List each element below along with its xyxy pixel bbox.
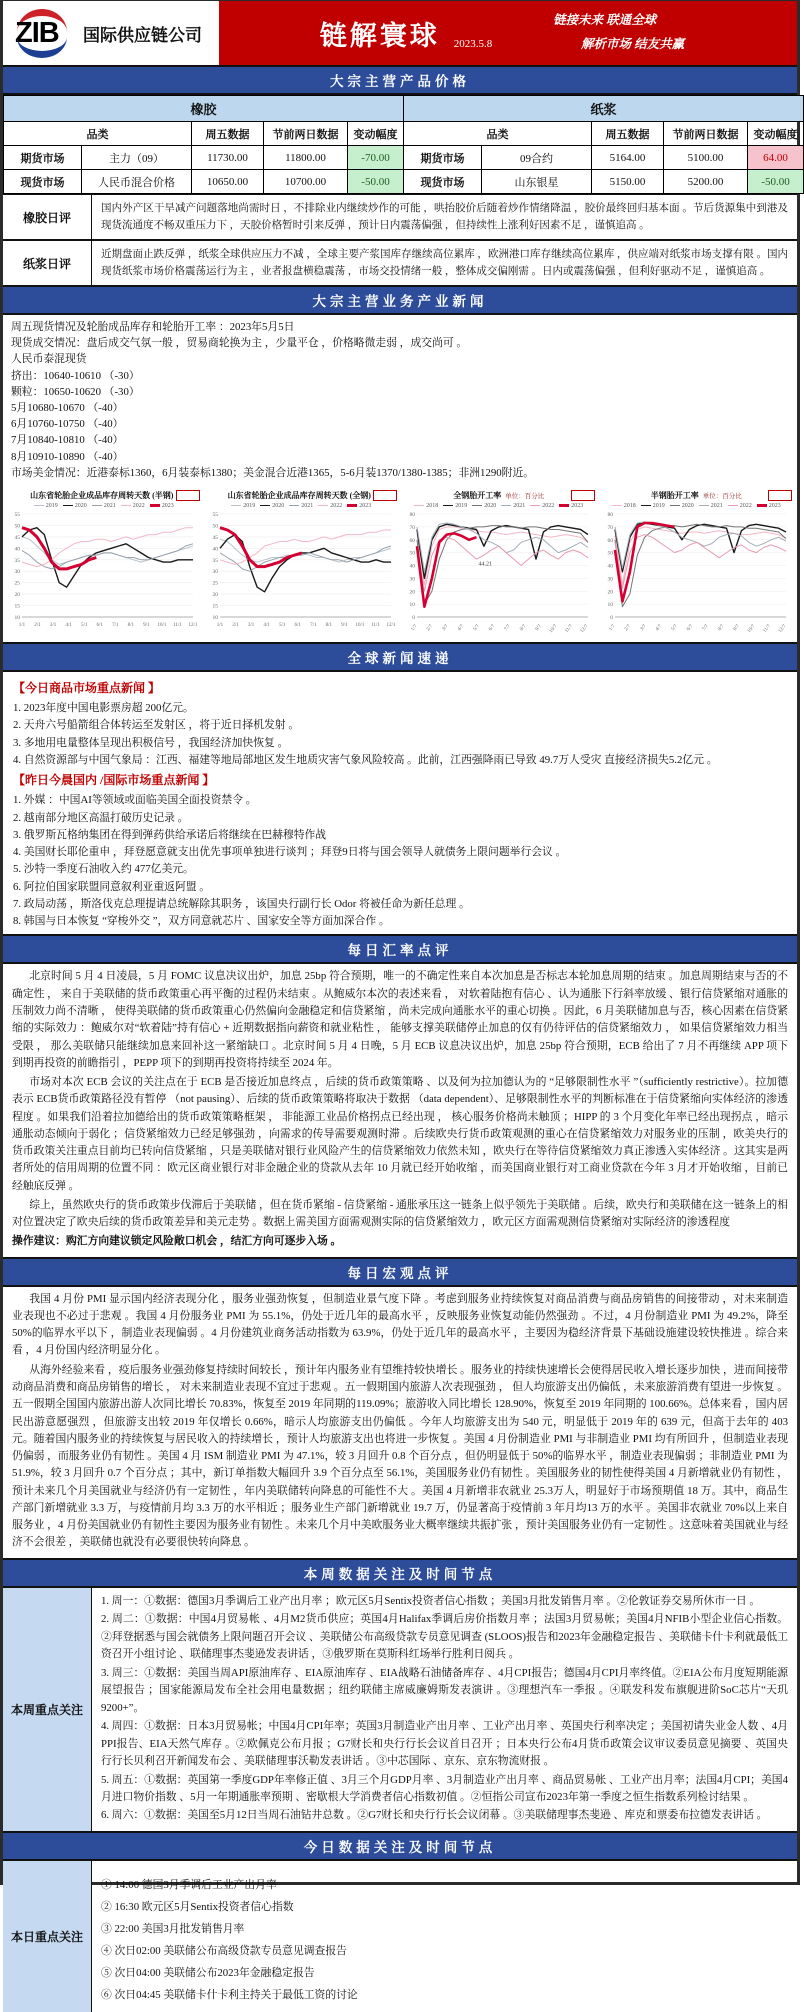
svg-text:60: 60 (409, 537, 415, 544)
svg-text:3/7: 3/7 (441, 623, 450, 633)
chart-unit-label: 单位：百分比 (505, 492, 545, 500)
chart-source-badge (768, 490, 792, 501)
group-rubber: 橡胶 (4, 96, 404, 122)
today-item: ⑤ 次日04:00 美联储公布2023年金融稳定报告 (101, 1967, 315, 1980)
svg-text:6/1: 6/1 (96, 622, 103, 628)
svg-text:2/1: 2/1 (34, 622, 41, 628)
zib-logo-icon (13, 8, 75, 58)
news-item: 8. 韩国与日本恢复 “穿梭外交 ”，双方同意就芯片 、国家安全等方面加深合作 。 (13, 915, 390, 928)
week-focus-label: 本周重点关注 (3, 1588, 92, 1831)
logo-text: ZIB (15, 17, 59, 49)
group-pulp: 纸浆 (404, 96, 804, 122)
value-cell: 11800.00 (264, 146, 348, 170)
chart-operating-rate-semi-steel (598, 487, 796, 642)
slogan-line-2: 解析市场 结友共赢 (581, 37, 685, 51)
chart-legend: 2019 2020 2021 2022 2023 (5, 501, 203, 509)
svg-text:8/7: 8/7 (519, 623, 528, 633)
price-table (3, 95, 804, 194)
svg-text:0: 0 (412, 614, 415, 621)
chart-source-badge (373, 490, 397, 501)
svg-text:7/1: 7/1 (112, 622, 119, 628)
value-cell: 5100.00 (664, 146, 748, 170)
week-item: 3. 周三：①数据：美国当周API原油库存 、EIA原油库存 、EIA战略石油储备库存 、4月CPI报告；德国4月CPI月率终值。②EIA公布月度短期能源展望报告 ；国家能源局发布全社会用电量数据 ；纽约联储主席威廉姆斯发表演讲 。③理想汽车一季报 。④联发科发布旗舰进阶SoC芯片“天玑9200+”。 (101, 1666, 788, 1714)
table-row (4, 170, 804, 194)
week-item: 4. 周四：①数据：日本3月贸易帐；中国4月CPI年率；英国3月制造业产出月率 、工业产出月率 、英国央行利率决定 ；美国初请失业金人数 、4月PPI报告、EIA天然气库存 。②欧佩克公布月报 ；G7财长和央行行长会议首日召开 ；日本央行公布4月货币政策会议审议委员意见摘要 、英国央行行长贝利召开新闻发布会 、美联储理事沃勒发表讲话 。③中芯国际 、京东、京东物流财报 。 (101, 1720, 788, 1768)
svg-text:3/7: 3/7 (639, 623, 648, 633)
fx-paragraph: 市场对本次 ECB 会议的关注点在于 ECB 是否接近加息终点 ，后续的货币政策策略 、以及何为拉加德认为的 “足够限制性水平 ”（sufficiently restrictive）。拉加德表示 ECB货币政策路径没有暂停 （not pausing）、后续的货币政策策略将取决于数据 （data dependent）、足够限制性水平的判断标准在于信贷紧缩向实体经济的渗透程度 。如果我们沿着拉加德给出的货币政策策略框架 ， 非能源工业品价格拐点已经出现 ， 核心服务价格尚未触顶 ；HIPP 的 3 个月变化年率已经出现拐点 ，暗示通胀动态倾向于弱化 ；信贷紧缩效力已经足够强劲 ，向需求的传导需要观测时滞 。后续欧央行货币政策观测的重心在信贷紧缩效力对服务业的压制 ，欧美央行的货币政策关注重点目前均已转向信贷紧缩 ，只是美联储对银行业风险产生的信贷紧缩效力依然未知 ，欧央行在等待信贷紧缩效力真正渗透入实体经济 。这其实是两者所处的信用周期的位置不同 ：欧元区商业银行对非金融企业的贷款从去年 10 月就已经开始收缩 ，而美国商业银行对工商业贷款在今年 3 月才开始收缩 ，目前已经触底反弹 。 (12, 1076, 788, 1192)
svg-text:30: 30 (212, 569, 218, 576)
svg-text:12/7: 12/7 (777, 623, 788, 634)
rubber-review-row (3, 194, 797, 241)
svg-text:6/7: 6/7 (488, 623, 497, 633)
svg-text:9/1: 9/1 (340, 622, 348, 628)
section-bar-today-focus: 今日数据关注及时间节点 (3, 1833, 797, 1861)
svg-text:2/7: 2/7 (426, 623, 435, 633)
item-cell: 人民币混合价格 (82, 170, 192, 194)
svg-text:6/1: 6/1 (294, 622, 301, 628)
section-bar-global-news: 全球新闻速递 (3, 644, 797, 672)
svg-text:0: 0 (609, 614, 613, 621)
svg-text:11/1: 11/1 (173, 622, 182, 628)
col-header: 周五数据 (192, 122, 264, 146)
col-header: 节前两日数据 (264, 122, 348, 146)
table-row (4, 146, 804, 170)
svg-text:7/7: 7/7 (701, 623, 710, 633)
week-item: 5. 周五：①数据：英国第一季度GDP年率修正值 、3月三个月GDP月率 、3月制造业产出月率 、商品贸易帐 、工业产出月率；法国4月CPI；美国4月进口物价指数 、5月一年期通胀率预期 、密歇根大学消费者信心指数初值 。②恒指公司宣布2023年第一季度之恒生指数系列检讨结果 。 (101, 1773, 788, 1803)
section-bar-fx: 每日汇率点评 (3, 934, 797, 964)
pulp-review-row (3, 241, 797, 285)
svg-text:44.21: 44.21 (478, 561, 493, 568)
company-name: 国际供应链公司 (83, 25, 202, 45)
industry-line: 7月10840-10810 （-40） (11, 434, 124, 447)
week-item: 6. 周六：①数据：美国至5月12日当周石油钻井总数 。②G7财长和央行行长会议闭幕 。③美联储理事杰斐逊 、库克和票委布拉德发表讲话 。 (101, 1809, 768, 1822)
today-item: ⑥ 次日04:45 美联储卡什卡利主持关于最低工资的讨论 (101, 1989, 358, 2002)
item-cell: 主力（09） (82, 146, 192, 170)
news-item: 4. 自然资源部与中国气象局 ：江西、福建等地局部地区发生地质灾害气象风险较高 。此前，江西强降雨已导致 49.7万人受灾 直接经济损失5.2亿元 。 (13, 753, 718, 766)
col-header: 变动幅度 (748, 122, 804, 146)
news-item: 7. 政局动荡 ，斯洛伐克总理提请总统解除其职务 ，该国央行副行长 Odor 将被任命为新任总理 。 (13, 897, 470, 910)
svg-text:40: 40 (14, 546, 20, 553)
price-group-row (4, 96, 804, 122)
value-cell: 5150.00 (592, 170, 664, 194)
svg-text:4/1: 4/1 (262, 622, 270, 628)
change-cell: 64.00 (748, 146, 804, 170)
value-cell: 11730.00 (192, 146, 264, 170)
svg-text:55: 55 (212, 511, 218, 518)
slogan-line-1: 链接未来 联通全球 (553, 13, 657, 28)
chart-unit-label: 单位：百分比 (702, 492, 742, 500)
svg-text:9/7: 9/7 (534, 623, 543, 633)
chart-title: 山东省轮胎企业成品库存周转天数 (半钢) (30, 490, 174, 500)
svg-text:2/7: 2/7 (623, 623, 632, 633)
svg-text:20: 20 (14, 591, 20, 598)
news-item: 2. 天舟六号船箭组合体转运至发射区 ，将于近日择机发射 。 (13, 719, 300, 732)
chart-inventory-semi-steel (5, 487, 203, 642)
industry-line: 5月10680-10670 （-40） (11, 401, 124, 414)
today-item: ④ 次日02:00 美联储公布高级贷款专员意见调查报告 (101, 1945, 347, 1958)
svg-text:20: 20 (607, 589, 613, 596)
svg-text:9/1: 9/1 (143, 622, 150, 628)
today-item: ② 16:30 欧元区5月Sentix投资者信心指数 (101, 1901, 294, 1914)
commodity-news-subhead: 【今日商品市场重点新闻 】 (13, 680, 161, 695)
news-item: 5. 沙特一季度石油收入约 477亿美元。 (13, 863, 194, 876)
price-header-row (4, 122, 804, 146)
svg-text:10/7: 10/7 (746, 623, 756, 634)
svg-text:6/7: 6/7 (685, 623, 694, 633)
news-item: 6. 阿拉伯国家联盟同意叙利亚重返阿盟 。 (13, 880, 211, 893)
value-cell: 5164.00 (592, 146, 664, 170)
industry-line: 周五现货情况及轮胎成品库存和轮胎开工率 ：2023年5月5日 (11, 321, 295, 333)
svg-text:10/7: 10/7 (548, 623, 559, 634)
svg-text:45: 45 (14, 534, 20, 541)
industry-line: 6月10760-10750 （-40） (11, 418, 124, 431)
svg-text:4/1: 4/1 (65, 622, 72, 628)
svg-text:35: 35 (212, 557, 218, 564)
chart-legend: 2019 2020 2021 2022 2023 (203, 501, 401, 509)
section-bar-macro: 每日宏观点评 (3, 1257, 797, 1287)
title-group (219, 14, 553, 53)
svg-text:12/1: 12/1 (386, 622, 395, 628)
industry-line: 人民币泰混现货 (11, 353, 87, 366)
col-header: 周五数据 (592, 122, 664, 146)
svg-text:20: 20 (212, 591, 218, 598)
svg-text:45: 45 (212, 534, 218, 541)
today-focus-row (3, 1861, 797, 2012)
fx-paragraph: 北京时间 5 月 4 日凌晨，5 月 FOMC 议息决议出炉，加息 25bp 符合预期，唯一的不确定性来自本次加息是否标志本轮加息周期的结束 。加息周期结束与否的不确定性 ， 来自于美联储的货币政策重心再平衡的过程仍未结束 。从鲍威尔本次的表述来看 ， 对软着陆抱有信心 、认为通胀下行斜率放缓 、银行信贷紧缩对通胀的压制效力尚不清晰 ， 使得美联储的货币政策重心仍然偏向金融稳定和信贷紧缩 ，尚未完成向通胀水平的重心切换 。因此，6 月美联储加息与否，核心因素在信贷紧缩的实际效力 ：鲍威尔对“软着陆”持有信心 + 近期数据指向薪资和就业粘性 ， 能够支撑美联储停止加息的仅有仍待评估的信贷紧缩效力 ， 如果信贷紧缩效力相当受限 ， 那么美联储只能继续加息来回补这一紧缩缺口 。北京时间 5 月 4 日晚，5 月 ECB 议息决议出炉，加息 25bp 符合预期，ECB 给出了 7 月不再继续 APP 项下到期再投资的前瞻指引 ，PEPP 项下的到期再投资将持续至 2024 年。 (12, 970, 788, 1069)
section-bar-industry-news: 大宗主营业务产业新闻 (3, 285, 797, 315)
svg-text:25: 25 (212, 580, 218, 587)
svg-text:15: 15 (212, 603, 218, 610)
svg-text:50: 50 (14, 523, 20, 530)
svg-text:50: 50 (409, 550, 415, 557)
svg-text:9/7: 9/7 (732, 623, 741, 633)
news-item: 3. 多地用电量整体呈现出积极信号 ，我国经济加快恢复 。 (13, 736, 289, 749)
section-bar-prices: 大宗主营产品价格 (3, 67, 797, 95)
week-item: 1. 周一：①数据：德国3月季调后工业产出月率 ；欧元区5月Sentix投资者信心指数 ；美国3月批发销售月率 。②伦敦证券交易所休市一日 。 (101, 1594, 761, 1607)
chart-legend: 2018 2019 2020 2021 2022 2023 (400, 501, 598, 509)
rubber-review-label: 橡胶日评 (3, 195, 92, 239)
market-cell: 现货市场 (4, 170, 82, 194)
chart-source-badge (571, 490, 595, 501)
svg-text:4/7: 4/7 (654, 623, 663, 633)
fx-paragraph: 综上，虽然欧央行的货币政策步伐滞后于美联储 ，但在货币紧缩 - 信贷紧缩 - 通胀承压这一链条上似乎领先于美联储 。后续，欧央行和美联储在这一链条上的相对位置决定了欧央后续的货币政策差异和美元走势 。数据上需美国方面需观测实际的信贷紧缩效力 ，欧元区方面需观测信贷紧缩对实际经济的渗透程度 (12, 1198, 788, 1229)
logo-box (3, 1, 219, 65)
svg-text:8/1: 8/1 (325, 622, 332, 628)
svg-text:40: 40 (212, 546, 218, 553)
svg-text:80: 80 (607, 511, 613, 518)
logo-blue-arc-icon (17, 37, 67, 58)
svg-text:1/7: 1/7 (410, 623, 419, 633)
svg-text:30: 30 (607, 576, 613, 583)
chart-title: 全钢胎开工率 (453, 490, 502, 500)
pulp-review-label: 纸浆日评 (3, 241, 92, 285)
svg-text:60: 60 (607, 537, 613, 544)
svg-text:10: 10 (607, 602, 613, 608)
svg-text:10/1: 10/1 (354, 622, 364, 628)
item-cell: 山东银星 (482, 170, 592, 194)
report-title: 链解寰球 (319, 20, 440, 51)
chart-title: 半钢胎开工率 (650, 490, 699, 500)
news-item: 1. 外媒 ：中国AI等领域或面临美国全面投资禁令 。 (13, 794, 257, 807)
intl-news-subhead: 【昨日今晨国内 /国际市场重点新闻 】 (13, 773, 215, 788)
week-focus-body (92, 1588, 797, 1831)
chart-legend: 2018 2019 2020 2021 2022 2023 (598, 501, 796, 509)
masthead (219, 1, 797, 65)
market-cell: 期货市场 (404, 146, 482, 170)
industry-line: 现货成交情况：盘后成交气氛一般 ，贸易商轮换为主 ，少量平仓 ，价格略微走弱 ，成交尚可 。 (11, 337, 468, 350)
col-header: 变动幅度 (348, 122, 404, 146)
change-cell: -50.00 (748, 170, 804, 194)
fx-advice: 操作建议：购汇方向建议锁定风险敞口机会 ，结汇方向可逐步入场 。 (12, 1235, 342, 1248)
svg-text:1/7: 1/7 (608, 623, 617, 633)
industry-line: 8月10910-10890 （-40） (11, 450, 124, 463)
col-header: 品类 (404, 122, 592, 146)
svg-text:3/1: 3/1 (247, 622, 254, 628)
svg-text:10/1: 10/1 (157, 622, 167, 628)
pulp-review-text: 近期盘面止跌反弹 ，纸浆全球供应压力不减 ，全球主要产浆国库存继续高位累库 ，欧洲港口库存继续高位累库 ，供应端对纸浆市场支撑有限 。国内现货纸浆市场价格震荡运行为主 ，业者报盘横稳震荡 ，市场交投情绪一般 ，整体成交偏刚需 。日内或震荡偏强 ，但利好驱动不足 ，谨慎追高 。 (101, 249, 788, 277)
svg-text:12/1: 12/1 (188, 622, 198, 628)
svg-text:15: 15 (14, 603, 20, 610)
svg-text:50: 50 (212, 523, 218, 530)
today-item: ① 14:00 德国3月季调后工业产出月率 (101, 1878, 277, 1891)
svg-text:7/7: 7/7 (503, 623, 512, 633)
value-cell: 5200.00 (664, 170, 748, 194)
col-header: 节前两日数据 (664, 122, 748, 146)
report-date: 2023.5.8 (453, 37, 493, 50)
svg-text:20: 20 (409, 589, 415, 596)
industry-news-block (3, 315, 797, 485)
svg-text:70: 70 (409, 524, 415, 531)
svg-text:8/1: 8/1 (127, 622, 135, 628)
svg-text:30: 30 (409, 576, 415, 583)
today-item: ③ 22:00 美国3月批发销售月率 (101, 1923, 245, 1936)
chart-title: 山东省轮胎企业成品库存周转天数 (全钢) (227, 490, 371, 500)
news-item: 4. 美国财长耶伦重申 ，拜登愿意就支出优先事项单独进行谈判 ；拜登9日将与国会领导人就债务上限问题举行会议 。 (13, 846, 567, 859)
chart-plot (203, 509, 401, 642)
svg-text:35: 35 (14, 557, 20, 564)
market-cell: 期货市场 (4, 146, 82, 170)
industry-line: 颗粒：10650-10620 （-30） (11, 385, 140, 398)
charts-row (3, 485, 797, 644)
svg-text:7/1: 7/1 (309, 622, 316, 628)
today-focus-body (92, 1861, 797, 2012)
news-item: 2. 越南部分地区高温打破历史记录 。 (13, 811, 189, 824)
svg-text:11/7: 11/7 (762, 623, 772, 634)
slogans (553, 9, 797, 57)
svg-text:1/1: 1/1 (18, 622, 26, 628)
today-focus-label: 本日重点关注 (3, 1861, 92, 2012)
svg-text:4/7: 4/7 (457, 623, 466, 633)
svg-text:8/7: 8/7 (716, 623, 725, 633)
svg-text:5/7: 5/7 (472, 623, 481, 633)
svg-text:40: 40 (409, 563, 415, 570)
svg-text:50: 50 (607, 550, 613, 557)
svg-text:5/1: 5/1 (278, 622, 285, 628)
rubber-review-text: 国内外产区干旱减产问题落地尚需时日 ，不排除业内继续炒作的可能 ，哄抬胶价后随着炒作情绪降温 ，胶价最终回归基本面 。节后货源集中到港及现货流通度不畅双重压力下 ，天胶价格暂时引来反弹 ，预计日内震荡偏强 ，但持续性上涨利好因素不足 ，谨慎追高 。 (101, 203, 788, 231)
chart-plot (400, 509, 598, 642)
change-cell: -70.00 (348, 146, 404, 170)
macro-paragraph: 我国 4 月份 PMI 显示国内经济表现分化 ，服务业强劲恢复 ，但制造业景气度下降 。考虑到服务业持续恢复对商品消费与商品房销售的间接带动 ，对未来制造业表现也不必过于悲观 。我国 4 月份服务业 PMI 为 55.1%，仍处于近几年的最高水平 ，反映服务业恢复动能仍然强劲 。不过，4 月份制造业 PMI 为 49.2%，降至 50%的临界水平以下 ，制造业表现偏弱 。4 月份建筑业商务活动指数为 63.9%，仍处于近几年的最高水平 ，主要因为稳经济背景下基础设施建设较快推进 。综合来看 ，4 月份国内经济明显分化 。 (12, 1292, 788, 1357)
news-item: 1. 2023年度中国电影票房超 200亿元。 (13, 702, 194, 715)
section-bar-week-focus: 本周数据关注及时间节点 (3, 1558, 797, 1588)
industry-line: 市场美金情况：近港泰标1360，6月装泰标1380；美金混合近港1365，5-6月装1370/1380-1385；非洲1290附近。 (11, 466, 535, 479)
value-cell: 10650.00 (192, 170, 264, 194)
svg-text:3/1: 3/1 (49, 622, 57, 628)
item-cell: 09合约 (482, 146, 592, 170)
svg-text:40: 40 (607, 563, 613, 570)
svg-text:80: 80 (409, 511, 415, 518)
news-item: 3. 俄罗斯瓦格纳集团在得到弹药供给承诺后将继续在巴赫穆特作战 (13, 828, 327, 841)
global-news-block (3, 672, 797, 935)
svg-text:10: 10 (14, 614, 20, 621)
svg-text:10: 10 (212, 614, 218, 621)
svg-text:30: 30 (14, 569, 20, 576)
svg-text:5/7: 5/7 (670, 623, 679, 633)
svg-text:70: 70 (607, 524, 613, 531)
chart-plot (5, 509, 203, 642)
svg-text:10: 10 (409, 602, 415, 608)
macro-paragraph: 从海外经验来看 ，疫后服务业强劲修复持续时间较长 ，预计年内服务业有望维持较快增长 。服务业的持续快速增长会使得居民收入增长逐步加快 ，进而间接带动商品消费和商品房销售的增长 ， 对未来制造业表现不宜过于悲观 。五一假期国内旅游人次表现强劲 ， 但人均旅游支出仍偏低 ，未来旅游消费有望进一步恢复 。五一假期全国国内旅游出游人次同比增长 70.83%，恢复至 2019 年同期的119.09%；旅游收入同比增长 128.90%，恢复至 2019 年同期的 100.66%。总体来看 ，国内居民出游意愿强烈 ，但旅游支出较 2019 年仅增长 0.66%，暗示人均旅游支出仍偏低 。今年人均旅游支出为 540 元，明显低于 2019 年的 639 元，但高于去年的 403 元。随着国内服务业的持续恢复与居民收入的持续增长 ，预计人均旅游支出也将进一步恢复 。美国 4 月份制造业 PMI 与非制造业 PMI 均有所回升 ，但制造业表现仍偏弱 ，而服务业仍有韧性 。美国 4 月 ISM 制造业 PMI 为 47.1%，较 3 月回升 0.8 个百分点 ，但仍明显低于 50%的临界水平 ，制造业表现偏弱 ；非制造业 PMI 为 51.9%，较 3 月回升 0.7 个百分点 ；其中，新订单指数大幅回升 3.9 个百分点至 56.1%，美国服务业仍有韧性 。美国服务业的韧性使得美国 4 月新增就业仍有韧性 ，预计未来几个月美国就业与经济仍有一定韧性 ，年内美联储转向降息的可能性不大 。美国 4 月新增非农就业 25.3万人，明显好于市场预期值 18 万。其中，商品生产部门新增就业 3.3 万，与疫情前月均 3.3 万的水平相近 ；服务业生产部门新增就业 19.7 万，仍显著高于疫情前 3 年月均13 万的水平 。美国非农就业 70%以上来自服务业 ，4 月份美国就业仍有韧性主要因为服务业有韧性 。未来几个月中美欧服务业大概率继续共振扩张 ，预计美国服务业仍有一定韧性 。这意味着美国就业与经济不会很差 ，美联储也就没有必要很快转向降息 。 (12, 1363, 788, 1549)
svg-text:25: 25 (14, 580, 20, 587)
chart-inventory-full-steel (203, 487, 401, 642)
value-cell: 10700.00 (264, 170, 348, 194)
svg-text:11/1: 11/1 (370, 622, 380, 628)
svg-text:11/7: 11/7 (564, 623, 574, 634)
svg-text:2/1: 2/1 (231, 622, 239, 628)
week-item: 2. 周二：①数据：中国4月贸易帐 、4月M2货币供应；英国4月Halifax季调后房价指数月率 ；法国3月贸易帐；美国4月NFIB小型企业信心指数。②拜登据悉与国会就债务上限问题召开会议 、美联储公布高级贷款专员意见调查 (SLOOS)报告和2023年金融稳定报告 、美联储卡什卡利就最低工资召开小组讨论 、联储理事杰斐逊发表讲话 ，③俄罗斯在莫斯科红场举行胜利日阅兵 。 (101, 1613, 788, 1661)
change-cell: -50.00 (348, 170, 404, 194)
chart-operating-rate-full-steel (400, 487, 598, 642)
industry-line: 挤出：10640-10610 （-30） (11, 369, 140, 382)
week-focus-row (3, 1588, 797, 1833)
svg-text:1/1: 1/1 (216, 622, 223, 628)
fx-commentary (3, 964, 797, 1256)
header (3, 1, 797, 67)
svg-text:12/7: 12/7 (579, 623, 590, 634)
svg-text:55: 55 (14, 511, 20, 518)
chart-plot (598, 509, 796, 642)
macro-commentary (3, 1287, 797, 1558)
col-header: 品类 (4, 122, 192, 146)
svg-text:5/1: 5/1 (80, 622, 88, 628)
market-cell: 现货市场 (404, 170, 482, 194)
chart-source-badge (176, 490, 200, 501)
